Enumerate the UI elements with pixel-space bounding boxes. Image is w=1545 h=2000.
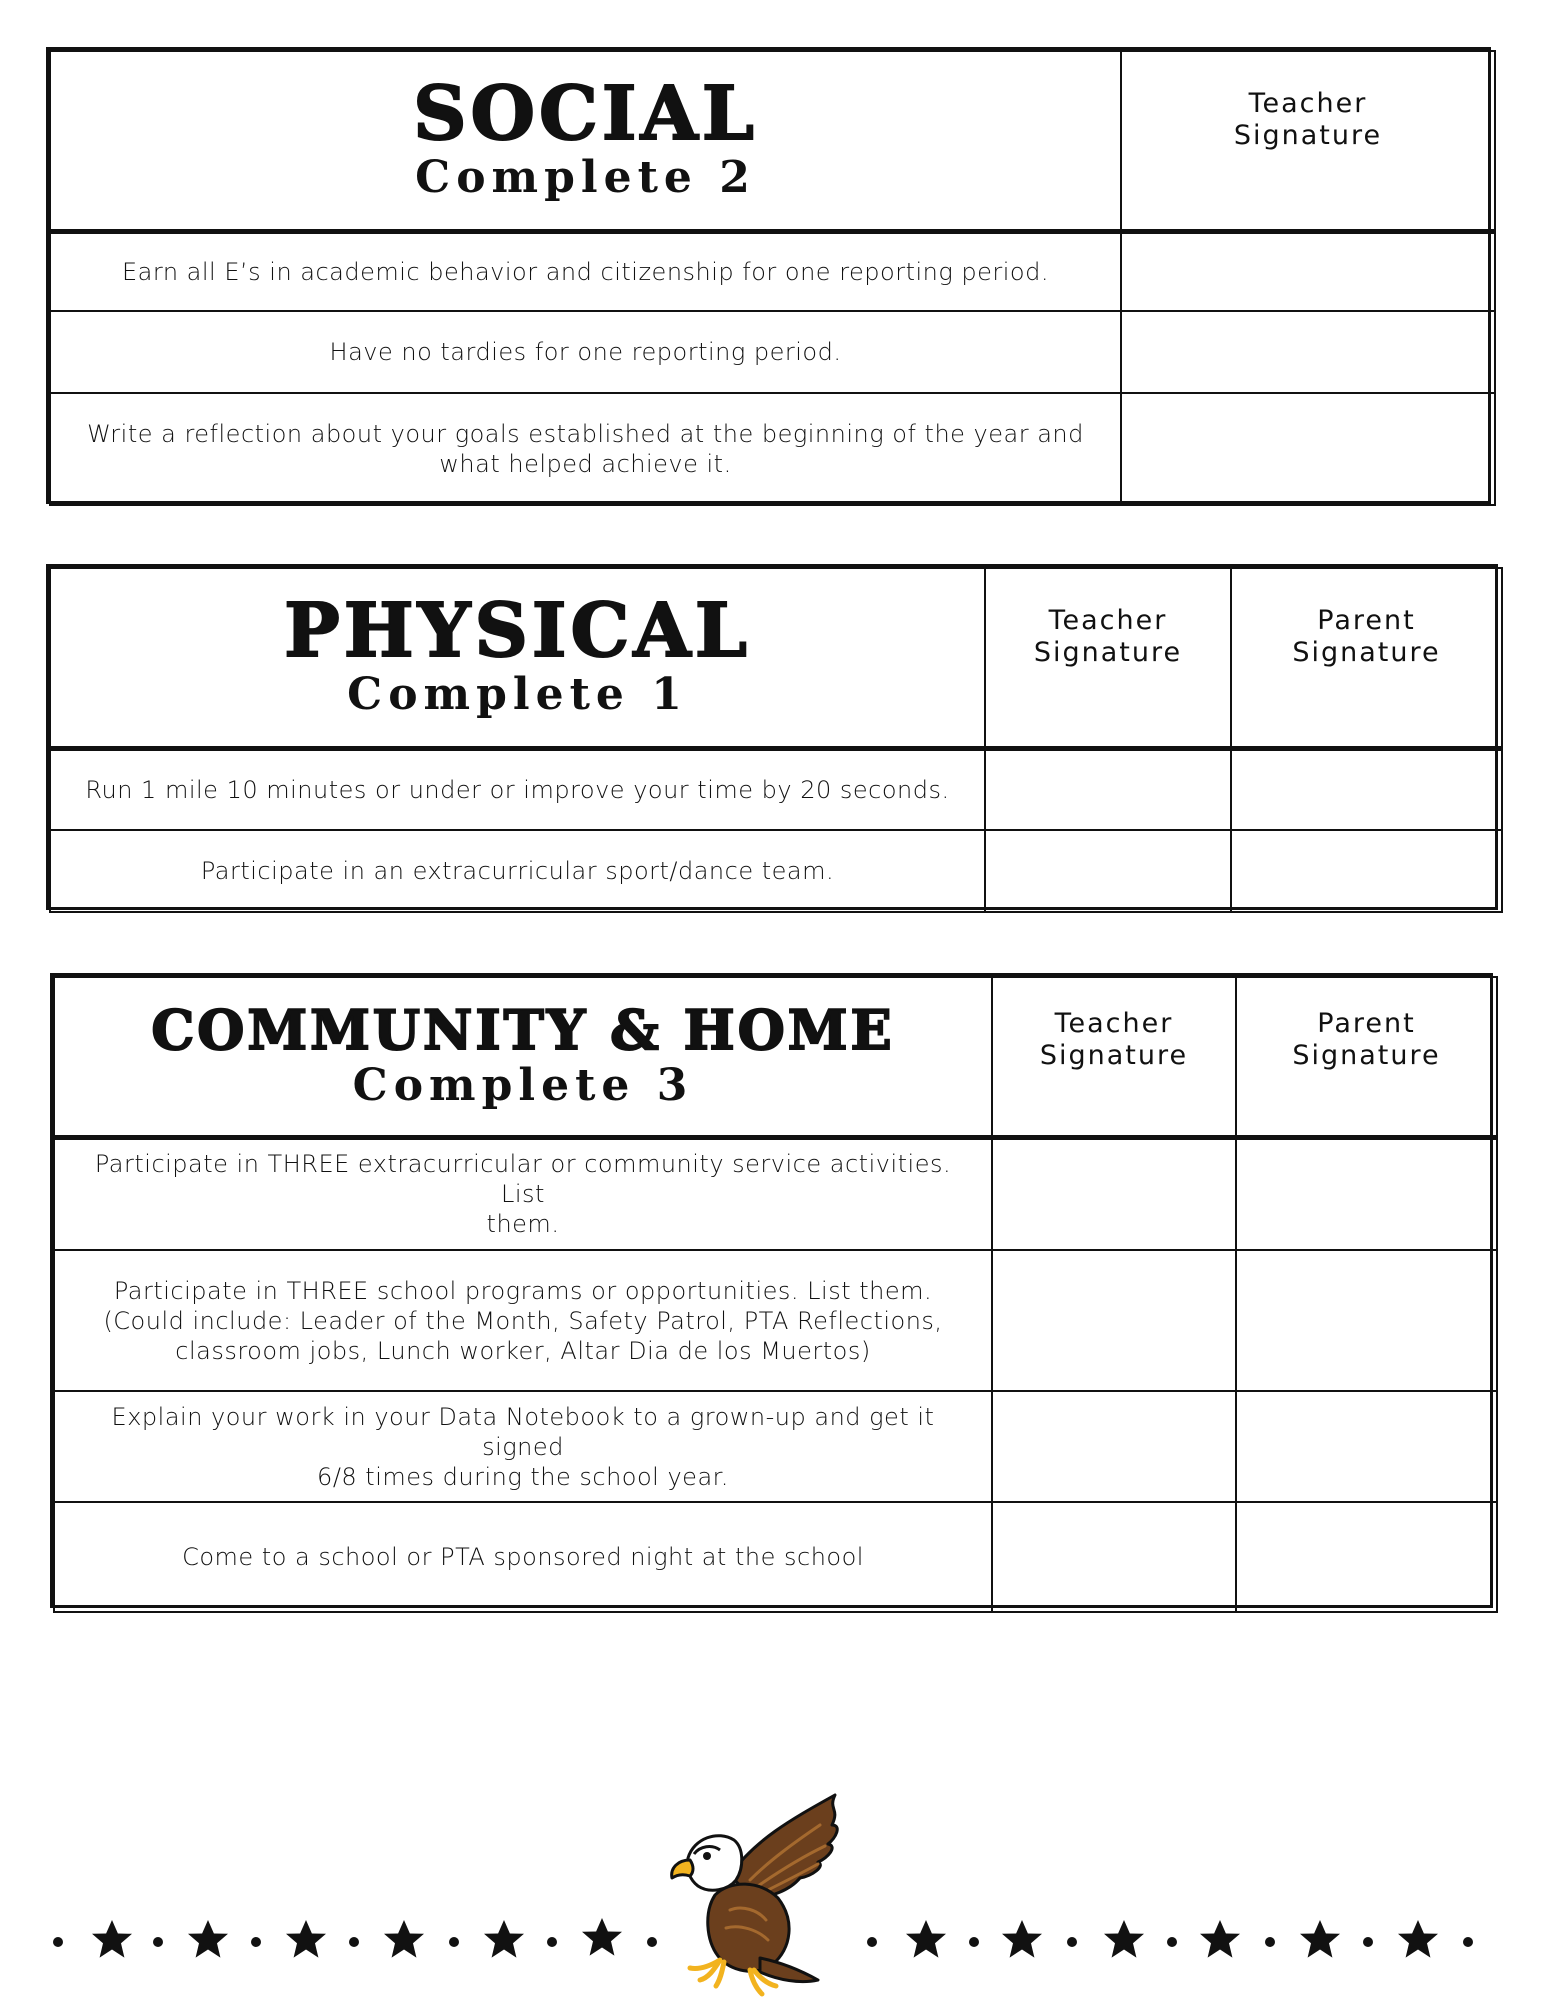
social-table	[49, 50, 1496, 506]
task-cell	[50, 748, 985, 830]
teacher-signature-field[interactable]	[1121, 393, 1495, 505]
physical-header-row	[50, 568, 1502, 748]
social-title-cell	[50, 51, 1121, 231]
physical-title-cell	[50, 568, 985, 748]
community-subtitle: Complete 3	[352, 1060, 694, 1112]
teacher-signature-field[interactable]	[985, 830, 1231, 912]
dot-icon	[53, 1937, 63, 1947]
task-text: (Could include: Leader of the Month, Safety Patrol, PTA Reflections,	[103, 1306, 943, 1335]
dot-icon	[1265, 1937, 1275, 1947]
dot-icon	[647, 1937, 657, 1947]
star-icon	[188, 1920, 228, 1958]
teacher-signature-field[interactable]	[992, 1250, 1236, 1391]
eagle-mascot	[660, 1780, 880, 2000]
sig-header-line: Signature	[1033, 637, 1183, 668]
physical-parent-signature-header	[1231, 568, 1502, 748]
task-text: Participate in an extracurricular sport/dance team.	[200, 857, 835, 885]
task-cell	[50, 311, 1121, 393]
community-parent-signature-header	[1236, 977, 1497, 1137]
dot-icon	[349, 1937, 359, 1947]
dot-icon	[1067, 1937, 1077, 1947]
sig-header-line: Teacher	[1054, 1008, 1174, 1039]
table-row	[50, 231, 1495, 311]
community-section	[50, 973, 1493, 1608]
star-icon	[1398, 1920, 1438, 1958]
task-text: Run 1 mile 10 minutes or under or improve your time by 20 seconds.	[85, 775, 950, 804]
table-row	[50, 393, 1495, 505]
physical-teacher-signature-header	[985, 568, 1231, 748]
physical-title: PHYSICAL	[284, 588, 751, 675]
physical-section	[46, 564, 1498, 910]
star-icon	[92, 1920, 132, 1958]
dot-icon	[1463, 1937, 1473, 1947]
table-row	[50, 830, 1502, 912]
task-text: Participate in THREE extracurricular or community service activities. List	[94, 1150, 952, 1209]
teacher-signature-field[interactable]	[992, 1502, 1236, 1612]
social-header-row	[50, 51, 1495, 231]
physical-subtitle: Complete 1	[347, 669, 688, 721]
task-text: Participate in THREE school programs or opportunities. List them.	[113, 1276, 933, 1305]
task-cell	[54, 1391, 992, 1502]
dot-icon	[547, 1937, 557, 1947]
social-subtitle: Complete 2	[415, 152, 756, 204]
sig-header-line: Signature	[1292, 1040, 1441, 1071]
dot-icon	[1167, 1937, 1177, 1947]
sig-header-line: Teacher	[1248, 88, 1368, 119]
social-title: SOCIAL	[413, 71, 758, 158]
star-icon	[906, 1920, 946, 1958]
physical-table	[49, 567, 1503, 913]
sig-header-line: Signature	[1039, 1040, 1189, 1071]
table-row	[50, 311, 1495, 393]
dot-icon	[1363, 1937, 1373, 1947]
parent-signature-field[interactable]	[1231, 830, 1502, 912]
sig-header-line: Parent	[1317, 1008, 1416, 1039]
star-icon	[484, 1920, 524, 1958]
teacher-signature-field[interactable]	[1121, 231, 1495, 311]
footer-decoration	[0, 1760, 1545, 2000]
task-text: Explain your work in your Data Notebook to a grown-up and get it signed	[111, 1402, 935, 1461]
community-table	[53, 976, 1498, 1613]
sig-header-line: Signature	[1233, 120, 1383, 151]
table-row	[54, 1137, 1497, 1250]
community-title-cell	[54, 977, 992, 1137]
parent-signature-field[interactable]	[1236, 1391, 1497, 1502]
parent-signature-field[interactable]	[1231, 748, 1502, 830]
teacher-signature-field[interactable]	[992, 1391, 1236, 1502]
task-cell	[54, 1502, 992, 1612]
task-cell	[54, 1250, 992, 1391]
table-row	[50, 748, 1502, 830]
parent-signature-field[interactable]	[1236, 1502, 1497, 1612]
table-row	[54, 1250, 1497, 1391]
community-teacher-signature-header	[992, 977, 1236, 1137]
parent-signature-field[interactable]	[1236, 1137, 1497, 1250]
star-icon	[1104, 1920, 1144, 1958]
table-row	[54, 1502, 1497, 1612]
task-cell	[50, 231, 1121, 311]
dot-icon	[251, 1937, 261, 1947]
task-cell	[54, 1137, 992, 1250]
sig-header-line: Signature	[1292, 637, 1441, 668]
task-text: Earn all E’s in academic behavior and citizenship for one reporting period.	[122, 257, 1049, 286]
task-text: Come to a school or PTA sponsored night at the school	[182, 1543, 864, 1571]
teacher-signature-field[interactable]	[992, 1137, 1236, 1250]
parent-signature-field[interactable]	[1236, 1250, 1497, 1391]
dot-icon	[449, 1937, 459, 1947]
teacher-signature-field[interactable]	[985, 748, 1231, 830]
star-icon	[582, 1918, 622, 1956]
task-text: classroom jobs, Lunch worker, Altar Dia de los Muertos)	[175, 1336, 871, 1365]
social-teacher-signature-header	[1121, 51, 1495, 231]
task-text: Have no tardies for one reporting period.	[329, 338, 842, 366]
table-row	[54, 1391, 1497, 1502]
star-icon	[1200, 1920, 1240, 1958]
task-cell	[50, 393, 1121, 505]
star-icon	[286, 1920, 326, 1958]
star-icon	[1002, 1920, 1042, 1958]
sig-header-line: Teacher	[1048, 605, 1168, 636]
task-text: them.	[486, 1210, 560, 1239]
task-cell	[50, 830, 985, 912]
star-icon	[384, 1920, 424, 1958]
social-section	[46, 47, 1491, 504]
dot-icon	[969, 1937, 979, 1947]
community-header-row	[54, 977, 1497, 1137]
teacher-signature-field[interactable]	[1121, 311, 1495, 393]
community-title: COMMUNITY & HOME	[151, 998, 895, 1063]
star-icon	[1300, 1920, 1340, 1958]
sig-header-line: Parent	[1317, 605, 1416, 636]
dot-icon	[153, 1937, 163, 1947]
task-text: Write a reflection about your goals established at the beginning of the year and	[87, 420, 1084, 448]
task-text: 6/8 times during the school year.	[317, 1462, 729, 1491]
task-text: what helped achieve it.	[439, 450, 732, 478]
